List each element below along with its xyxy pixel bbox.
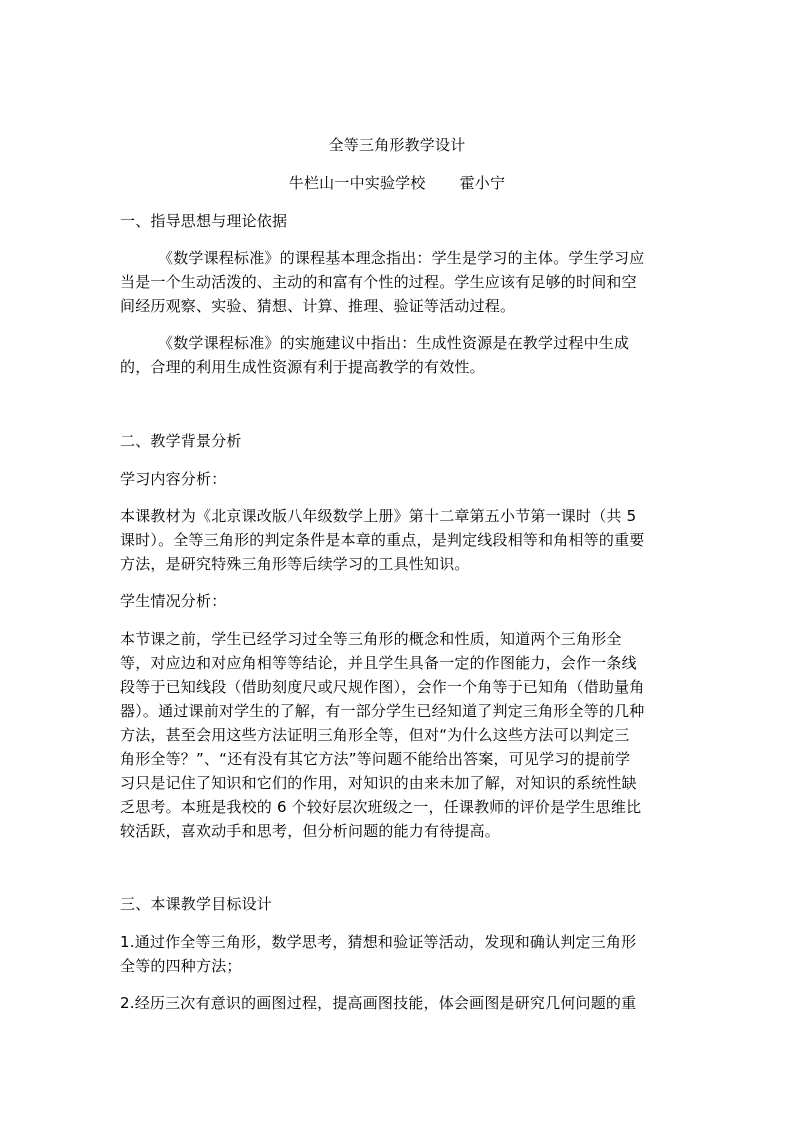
section1-para2-line1: 《数学课程标准》的实施建议中指出：生成性资源是在教学过程中生成 — [158, 334, 630, 352]
content-analysis-label: 学习内容分析： — [120, 470, 227, 488]
student-analysis-label: 学生情况分析： — [120, 592, 227, 610]
student-para-line7: 习只是记住了知识和它们的作用，对知识的由来未加了解，对知识的系统性缺 — [120, 774, 637, 792]
section1-para1-line1: 《数学课程标准》的课程基本理念指出：学生是学习的主体。学生学习应 — [158, 249, 645, 267]
student-para-line2: 等，对应边和对应角相等等结论，并且学生具备一定的作图能力，会作一条线 — [120, 654, 637, 672]
section2-heading: 二、教学背景分析 — [120, 432, 242, 450]
goal2-line1: 2.经历三次有意识的画图过程，提高画图技能，体会画图是研究几何问题的重 — [120, 994, 637, 1012]
content-para-line1: 本课教材为《北京课改版八年级数学上册》第十二章第五小节第一课时（共 5 — [120, 507, 637, 525]
goal1-line2: 全等的四种方法； — [120, 957, 242, 975]
student-para-line9: 较活跃，喜欢动手和思考，但分析问题的能力有待提高。 — [120, 822, 501, 840]
section1-para2-line2: 的，合理的利用生成性资源有利于提高教学的有效性。 — [120, 358, 485, 376]
author-line — [0, 173, 794, 193]
student-para-line6: 角形全等？”、“还有没有其它方法”等问题不能给出答案，可见学习的提前学 — [120, 750, 631, 768]
student-para-line3: 段等于已知线段（借助刻度尺或尺规作图），会作一个角等于已知角（借助量角 — [120, 678, 645, 696]
author-name: 霍小宁 — [459, 174, 506, 192]
section1-para1-line2: 当是一个生动活泼的、主动的和富有个性的过程。学生应该有足够的时间和空 — [120, 273, 637, 291]
goal1-line1: 1.通过作全等三角形，数学思考，猜想和验证等活动，发现和确认判定三角形 — [120, 933, 637, 951]
student-para-line5: 方法，甚至会用这些方法证明三角形全等，但对“为什么这些方法可以判定三 — [120, 726, 630, 744]
school-name: 牛栏山一中实验学校 — [288, 174, 426, 192]
section3-heading: 三、本课教学目标设计 — [120, 895, 273, 913]
content-para-line2: 课时）。全等三角形的判定条件是本章的重点，是判定线段相等和角相等的重要 — [120, 531, 645, 549]
document-title: 全等三角形教学设计 — [328, 136, 466, 154]
student-para-line8: 乏思考。本班是我校的 6 个较好层次班级之一，任课教师的评价是学生思维比 — [120, 798, 642, 816]
student-para-line4: 器）。通过课前对学生的了解，有一部分学生已经知道了判定三角形全等的几种 — [120, 702, 645, 720]
section1-heading: 一、指导思想与理论依据 — [120, 212, 288, 230]
section1-para1-line3: 间经历观察、实验、猜想、计算、推理、验证等活动过程。 — [120, 297, 516, 315]
content-para-line3: 方法，是研究特殊三角形等后续学习的工具性知识。 — [120, 555, 470, 573]
student-para-line1: 本节课之前，学生已经学习过全等三角形的概念和性质，知道两个三角形全 — [120, 630, 622, 648]
